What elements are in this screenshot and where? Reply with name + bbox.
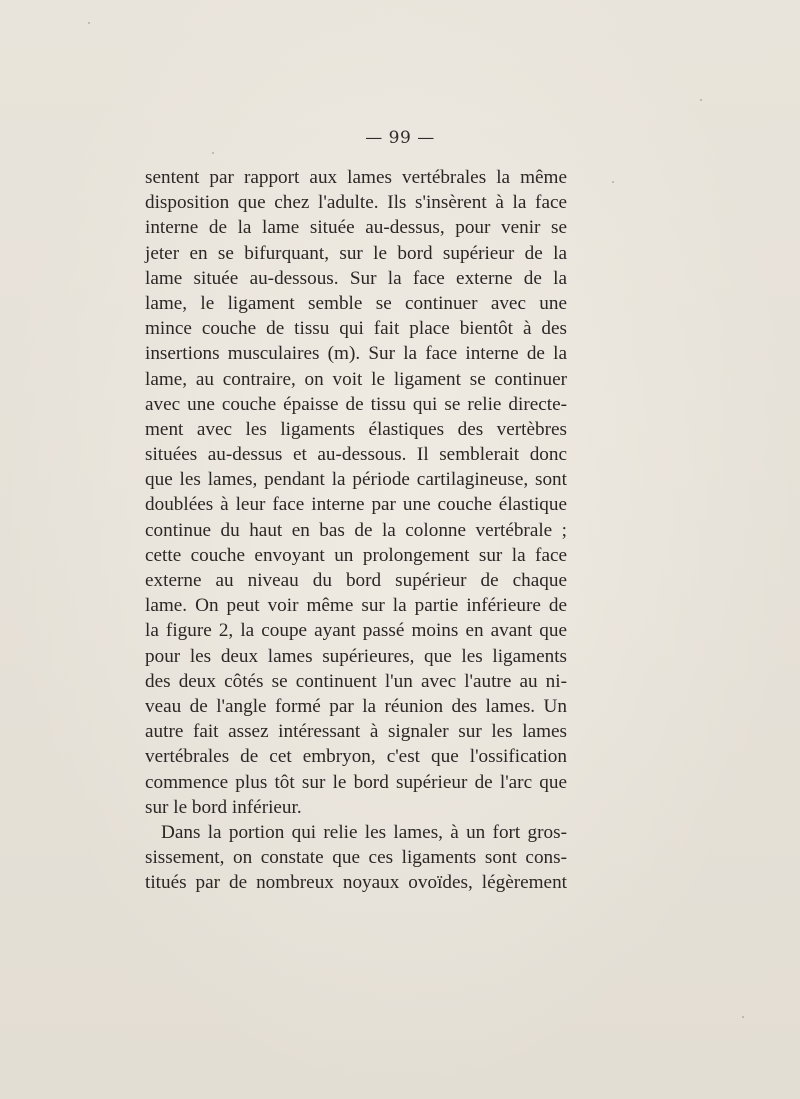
text-line: veau de l'angle formé par la réunion des lames. Un: [145, 695, 567, 717]
text-line: situées au-dessus et au-dessous. Il semblerait donc: [145, 444, 567, 466]
paper-speck: [88, 22, 90, 24]
text-line: disposition que chez l'adulte. Ils s'insèrent à la face: [145, 192, 567, 214]
page-number: — 99 —: [365, 128, 435, 148]
text-line: lame située au-dessous. Sur la face externe de la: [145, 267, 567, 289]
text-line: mince couche de tissu qui fait place bientôt à des: [145, 318, 567, 340]
text-line: Dans la portion qui relie les lames, à un fort gros-: [161, 821, 567, 843]
text-line: ment avec les ligaments élastiques des vertèbres: [145, 418, 567, 440]
text-line: titués par de nombreux noyaux ovoïdes, légèrement: [145, 872, 567, 894]
text-line: sentent par rapport aux lames vertébrales la même: [145, 167, 567, 188]
text-line: des deux côtés se continuent l'un avec l'autre au ni-: [145, 670, 567, 692]
text-line: jeter en se bifurquant, sur le bord supérieur de la: [145, 242, 567, 264]
text-line: autre fait assez intéressant à signaler sur les lames: [145, 721, 567, 743]
paper-speck: [212, 152, 214, 154]
paper-speck: [612, 181, 614, 183]
text-line: doublées à leur face interne par une couche élastique: [145, 494, 567, 516]
body-text: [145, 165, 567, 895]
text-line: lame. On peut voir même sur la partie inférieure de: [145, 595, 567, 617]
text-line: pour les deux lames supérieures, que les ligaments: [145, 645, 567, 667]
text-line: interne de la lame située au-dessus, pour venir se: [145, 217, 567, 239]
text-line: sur le bord inférieur.: [145, 796, 302, 818]
text-line: sissement, on constate que ces ligaments sont cons-: [145, 847, 567, 869]
paper-speck: [742, 1016, 744, 1018]
text-line: que les lames, pendant la période cartilagineuse, sont: [145, 469, 567, 491]
text-line: continue du haut en bas de la colonne vertébrale ;: [145, 519, 567, 541]
text-line: commence plus tôt sur le bord supérieur de l'arc que: [145, 771, 567, 793]
text-line: cette couche envoyant un prolongement sur la face: [145, 544, 567, 566]
text-line: avec une couche épaisse de tissu qui se relie directe-: [145, 393, 567, 415]
text-line: vertébrales de cet embryon, c'est que l'ossification: [145, 746, 567, 768]
text-line: la figure 2, la coupe ayant passé moins en avant que: [145, 620, 567, 642]
text-line: insertions musculaires (m). Sur la face interne de la: [145, 343, 567, 365]
text-line: lame, au contraire, on voit le ligament se continuer: [145, 368, 567, 390]
text-line: externe au niveau du bord supérieur de chaque: [145, 570, 567, 591]
paper-speck: [700, 99, 702, 101]
text-line: lame, le ligament semble se continuer avec une: [145, 292, 567, 314]
